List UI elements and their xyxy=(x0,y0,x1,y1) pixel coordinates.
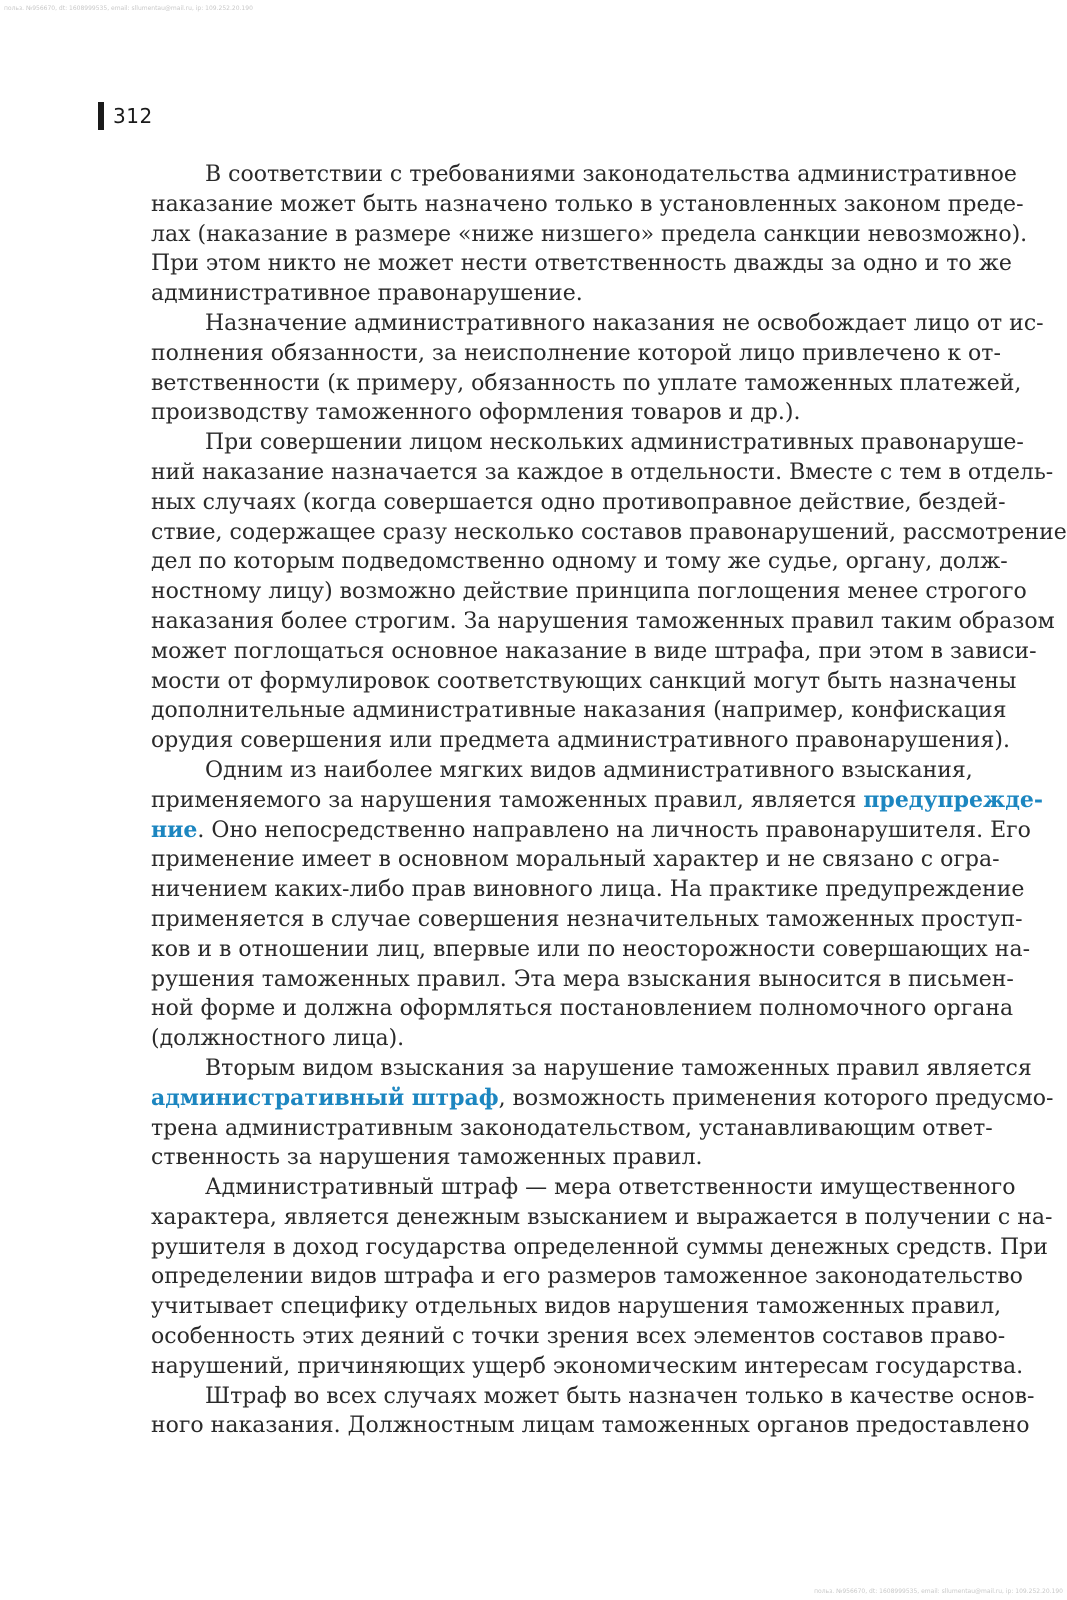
text-line: дополнительные административные наказания (например, конфискация xyxy=(151,698,1007,724)
text-line: ного наказания. Должностным лицам таможенных органов предоставлено xyxy=(151,1413,1030,1439)
text-line: При совершении лицом нескольких административных правонаруше- xyxy=(205,430,1024,456)
text-line: лах (наказание в размере «ниже низшего» предела санкции невозможно). xyxy=(151,221,1028,247)
text-line: В соответствии с требованиями законодательства административное xyxy=(205,162,1017,187)
text-line: ветственности (к примеру, обязанность по уплате таможенных платежей, xyxy=(151,370,1022,396)
text-line: ний наказание назначается за каждое в отдельности. Вместе с тем в отдель- xyxy=(151,459,1054,485)
highlighted-term: административный штраф xyxy=(151,1084,499,1111)
header-bar xyxy=(98,102,104,130)
page-header xyxy=(98,102,153,130)
text-line: Назначение административного наказания не освобождает лицо от ис- xyxy=(205,310,1044,336)
text-line: ничением каких-либо прав виновного лица. На практике предупреждение xyxy=(151,877,1025,903)
paragraph-4 xyxy=(97,756,1044,1054)
text-line: нарушений, причиняющих ущерб экономическим интересам государства. xyxy=(151,1353,1024,1379)
text-line: Одним из наиболее мягких видов административного взыскания, xyxy=(205,757,973,783)
text-line: (должностного лица). xyxy=(151,1026,405,1052)
text-line: характера, является денежным взысканием и выражается в получении с на- xyxy=(151,1204,1053,1230)
text-line: рушения таможенных правил. Эта мера взыскания выносится в письмен- xyxy=(151,966,1014,992)
text-line: Штраф во всех случаях может быть назначен только в качестве основ- xyxy=(205,1383,1035,1409)
paragraph-6 xyxy=(97,1173,1053,1382)
highlighted-term: предупрежде- xyxy=(863,786,1044,813)
text-line: дел по которым подведомственно одному и тому же судье, органу, долж- xyxy=(151,549,1008,575)
text-line: ствие, содержащее сразу несколько составов правонарушений, рассмотрение xyxy=(151,519,1067,545)
text-line: мости от формулировок соответствующих санкций могут быть назначены xyxy=(151,668,1017,694)
text-line: При этом никто не может нести ответственность дважды за одно и то же xyxy=(151,251,1012,277)
text-line: административное правонарушение. xyxy=(151,281,583,307)
text-line xyxy=(97,1084,1054,1114)
text-line: ной форме и должна оформляться постановлением полномочного органа xyxy=(151,996,1014,1022)
page-number: 312 xyxy=(113,104,153,128)
paragraph-2 xyxy=(97,309,1044,428)
watermark-top: польз. №956670, dt: 1608999535, email: sllumentau@mail.ru, ip: 109.252.20.190 xyxy=(4,5,253,12)
text-run: . Оно непосредственно направлено на личность правонарушителя. Его xyxy=(197,817,1031,843)
text-line: применяется в случае совершения незначительных таможенных проступ- xyxy=(151,906,1023,932)
text-line: Административный штраф — мера ответственности имущественного xyxy=(205,1175,1016,1201)
text-line: ных случаях (когда совершается одно противоправное действие, бездей- xyxy=(151,489,1006,515)
highlighted-term: ние xyxy=(151,816,198,843)
text-line: трена административным законодательством, устанавливающим ответ- xyxy=(151,1115,993,1141)
paragraph-7 xyxy=(97,1382,1035,1442)
text-run: , возможность применения которого предусмо- xyxy=(498,1085,1054,1111)
text-line: определении видов штрафа и его размеров таможенное законодательство xyxy=(151,1264,1023,1290)
text-line xyxy=(97,786,1044,816)
text-line: может поглощаться основное наказание в виде штрафа, при этом в зависи- xyxy=(151,638,1037,664)
paragraph-1 xyxy=(97,160,1028,309)
text-line: ков и в отношении лиц, впервые или по неосторожности совершающих на- xyxy=(151,936,1031,962)
text-run: применяемого за нарушения таможенных правил, является xyxy=(151,787,864,813)
paragraph-3 xyxy=(97,428,1067,756)
text-line: наказание может быть назначено только в установленных законом преде- xyxy=(151,191,1024,217)
text-line: наказания более строгим. За нарушения таможенных правил таким образом xyxy=(151,608,1055,634)
text-line: учитывает специфику отдельных видов нарушения таможенных правил, xyxy=(151,1294,1002,1320)
paragraph-5 xyxy=(97,1054,1054,1173)
text-line: рушителя в доход государства определенной суммы денежных средств. При xyxy=(151,1234,1048,1260)
text-line: ностному лицу) возможно действие принципа поглощения менее строгого xyxy=(151,579,1027,605)
text-line: особенность этих деяний с точки зрения всех элементов составов право- xyxy=(151,1324,1006,1350)
text-line: орудия совершения или предмета административного правонарушения). xyxy=(151,728,1010,754)
text-line: производству таможенного оформления товаров и др.). xyxy=(151,400,801,426)
text-line: полнения обязанности, за неисполнение которой лицо привлечено к от- xyxy=(151,340,1001,366)
text-body xyxy=(97,160,1067,1441)
text-line xyxy=(97,816,1031,846)
watermark-bottom: польз. №956670, dt: 1608999535, email: sllumentau@mail.ru, ip: 109.252.20.190 xyxy=(814,1588,1063,1595)
text-line: ственность за нарушения таможенных правил. xyxy=(151,1145,703,1171)
text-line: Вторым видом взыскания за нарушение таможенных правил является xyxy=(205,1055,1032,1081)
text-line: применение имеет в основном моральный характер и не связано с огра- xyxy=(151,847,1000,873)
